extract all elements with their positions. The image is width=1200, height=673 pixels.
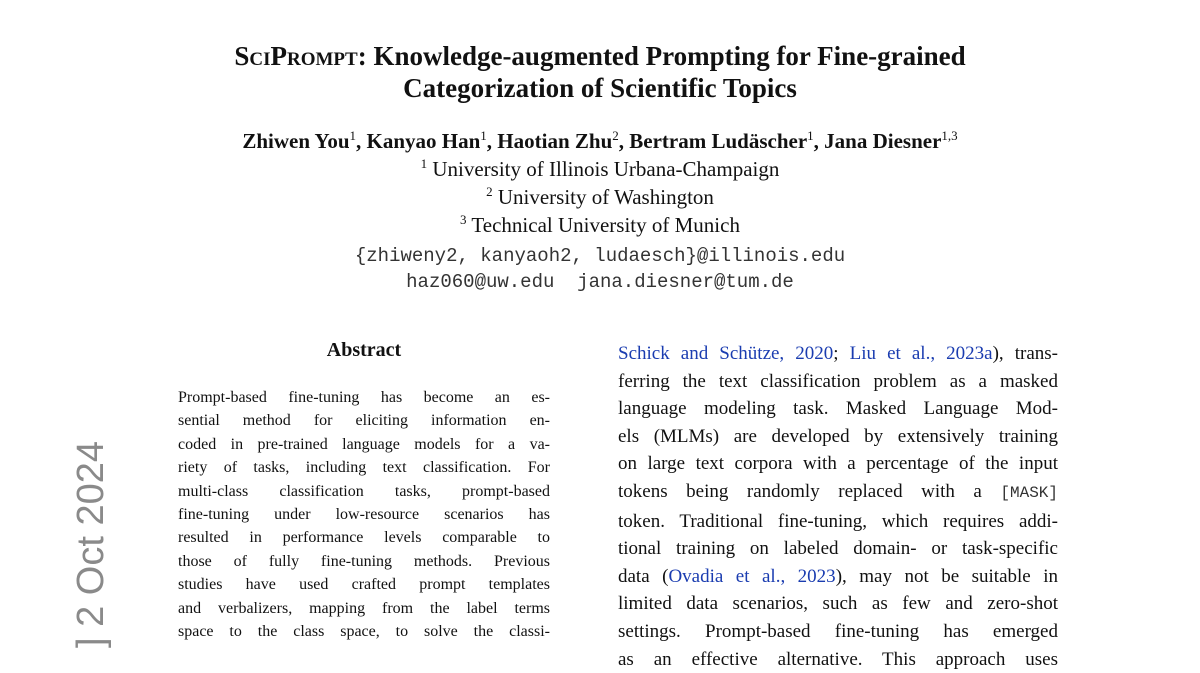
title-name-s: S bbox=[234, 41, 250, 71]
arxiv-margin-stamp bbox=[28, 420, 112, 648]
body-line bbox=[618, 563, 1058, 591]
abstract-line: sential method for eliciting information en- bbox=[178, 412, 550, 430]
author-affil-mark: 2 bbox=[612, 128, 619, 143]
body-line: ferring the text classification problem as a masked bbox=[618, 370, 1058, 392]
title-line-1 bbox=[0, 40, 1200, 72]
body-line: language modeling task. Masked Language Mod- bbox=[618, 398, 1058, 420]
body-line: tional training on labeled domain- or task-specific bbox=[618, 538, 1058, 560]
author-name: Kanyao Han bbox=[366, 129, 481, 153]
affiliation-number: 3 bbox=[460, 212, 467, 227]
paper-title bbox=[0, 40, 1200, 104]
abstract-heading: Abstract bbox=[326, 339, 402, 361]
affiliation-name: University of Illinois Urbana-Champaign bbox=[432, 157, 780, 181]
abstract-line: coded in pre-trained language models for a va- bbox=[178, 435, 550, 453]
body-line: els (MLMs) are developed by extensively training bbox=[618, 425, 1058, 447]
author-affil-mark: 1 bbox=[807, 128, 814, 143]
body-line: token. Traditional fine-tuning, which requires addi- bbox=[618, 510, 1058, 532]
citation-link-ovadia[interactable]: Ovadia et al., 2023 bbox=[668, 565, 836, 587]
author-name: Bertram Ludäscher bbox=[629, 129, 808, 153]
body-text: ), trans- bbox=[992, 343, 1059, 364]
body-line: limited data scenarios, such as few and zero-shot bbox=[618, 593, 1058, 615]
affiliation-name: Technical University of Munich bbox=[471, 213, 740, 237]
body-line: as an effective alternative. This approach uses bbox=[618, 648, 1058, 670]
affiliation-1 bbox=[0, 156, 1200, 182]
author-affil-mark: 1 bbox=[349, 128, 357, 143]
author-separator: , bbox=[618, 129, 630, 153]
abstract-line: space to the class space, to solve the classi- bbox=[178, 623, 550, 641]
abstract-line: multi-class classification tasks, prompt-based bbox=[178, 482, 550, 500]
affiliation-2 bbox=[0, 184, 1200, 210]
abstract-line: and verbalizers, mapping from the label terms bbox=[178, 599, 550, 617]
author-name: Haotian Zhu bbox=[497, 129, 613, 153]
affiliation-number: 1 bbox=[420, 156, 428, 171]
arxiv-date-stamp: ] 2 Oct 2024 bbox=[70, 440, 112, 648]
citation-link-schick[interactable]: Schick and Schütze, 2020 bbox=[618, 343, 834, 364]
affiliation-number: 2 bbox=[486, 184, 493, 199]
title-name-p: P bbox=[270, 41, 287, 71]
author-name: Zhiwen You bbox=[242, 129, 350, 153]
abstract-line: studies have used crafted prompt templates bbox=[178, 576, 550, 594]
title-line-1-rest: : Knowledge-augmented Prompting for Fine-grained bbox=[357, 41, 966, 71]
abstract-line: riety of tasks, including text classification. For bbox=[178, 459, 550, 477]
body-line bbox=[618, 340, 1058, 368]
body-text: tokens being randomly replaced with a bbox=[618, 480, 1001, 502]
author-list bbox=[0, 128, 1200, 154]
body-text: data ( bbox=[618, 565, 669, 587]
citation-link-liu[interactable]: Liu et al., 2023a bbox=[849, 343, 993, 364]
author-affil-mark: 1,3 bbox=[941, 128, 958, 143]
email-line-1[interactable]: {zhiweny2, kanyaoh2, ludaesch}@illinois.edu bbox=[354, 245, 846, 267]
body-text: ), may not be suitable in bbox=[835, 565, 1058, 587]
affiliation-name: University of Washington bbox=[497, 185, 714, 209]
abstract-line: those of fully fine-tuning methods. Previous bbox=[178, 552, 550, 570]
author-separator: , bbox=[813, 129, 825, 153]
mask-token: [MASK] bbox=[1000, 483, 1058, 502]
title-name-ci: ci bbox=[249, 41, 271, 71]
citation-separator: ; bbox=[833, 343, 850, 364]
body-line bbox=[618, 478, 1058, 508]
author-affil-mark: 1 bbox=[480, 128, 487, 143]
email-line-2[interactable]: haz060@uw.edu jana.diesner@tum.de bbox=[406, 271, 794, 293]
author-name: Jana Diesner bbox=[824, 129, 942, 153]
introduction-body bbox=[618, 340, 1058, 673]
title-line-2: Categorization of Scientific Topics bbox=[403, 73, 797, 103]
abstract-line: Prompt-based fine-tuning has become an es- bbox=[178, 389, 550, 406]
affiliation-3 bbox=[0, 212, 1200, 238]
body-line: settings. Prompt-based fine-tuning has emerged bbox=[618, 620, 1058, 642]
abstract-line: resulted in performance levels comparable to bbox=[178, 529, 550, 547]
body-line: on large text corpora with a percentage of the input bbox=[618, 453, 1058, 475]
author-separator: , bbox=[486, 129, 498, 153]
abstract-body bbox=[178, 386, 550, 643]
abstract-line: fine-tuning under low-resource scenarios has bbox=[178, 506, 550, 524]
author-separator: , bbox=[356, 129, 367, 153]
title-name-rompt: rompt bbox=[286, 41, 358, 71]
